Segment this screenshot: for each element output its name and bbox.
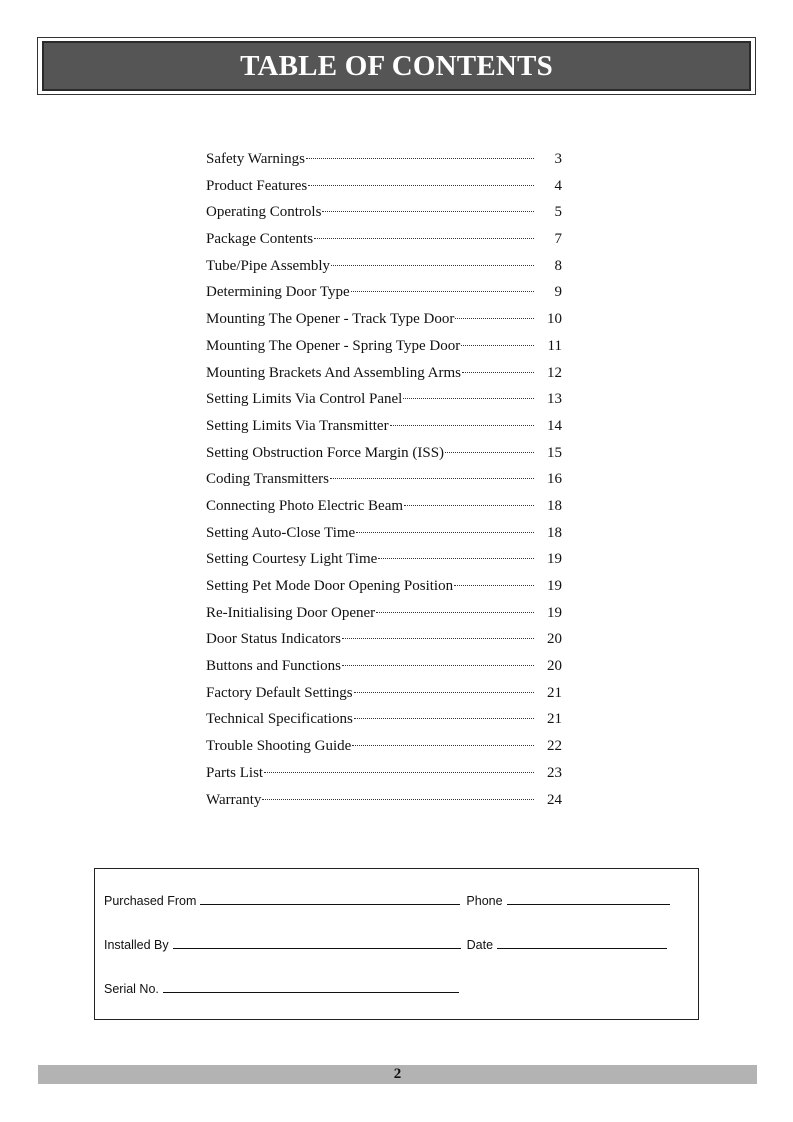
toc-entry-label: Buttons and Functions [206,658,342,675]
installed-by-row [104,936,667,952]
page-title: TABLE OF CONTENTS [240,50,553,82]
toc-entry[interactable] [206,600,562,627]
toc-entry-page: 8 [554,257,562,274]
toc-entry[interactable] [206,520,562,547]
toc-dot-leader [308,185,534,186]
toc-entry-page: 10 [547,311,562,328]
toc-entry-label: Setting Courtesy Light Time [206,551,378,568]
serial-no-field[interactable] [163,980,459,993]
toc-dot-leader [455,318,534,319]
toc-entry[interactable] [206,226,562,253]
toc-dot-leader [403,398,534,399]
toc-entry-page: 24 [547,791,562,808]
toc-entry[interactable] [206,626,562,653]
toc-entry-page: 21 [547,684,562,701]
toc-entry[interactable] [206,573,562,600]
toc-entry[interactable] [206,546,562,573]
page-number: 2 [393,1066,402,1082]
toc-entry[interactable] [206,413,562,440]
toc-dot-leader [390,425,534,426]
toc-entry-label: Door Status Indicators [206,631,341,648]
toc-entry-page: 3 [554,151,562,167]
toc-entry[interactable] [206,146,562,173]
toc-entry-label: Determining Door Type [206,284,350,301]
toc-entry[interactable] [206,760,562,787]
toc-entry-label: Technical Specifications [206,711,353,728]
toc-entry-page: 18 [547,524,562,541]
toc-entry[interactable] [206,787,562,814]
toc-dot-leader [342,665,534,666]
toc-entry-page: 7 [554,231,562,248]
toc-dot-leader [314,238,534,239]
toc-entry-page: 19 [547,551,562,568]
toc-entry[interactable] [206,440,562,467]
toc-entry-page: 11 [547,337,562,354]
toc-dot-leader [352,745,534,746]
toc-entry-label: Re-Initialising Door Opener [206,604,376,621]
toc-entry[interactable] [206,680,562,707]
title-banner-inner [42,41,751,91]
toc-entry[interactable] [206,733,562,760]
toc-dot-leader [462,372,534,373]
toc-entry-page: 9 [554,284,562,301]
toc-entry-page: 19 [547,604,562,621]
toc-entry[interactable] [206,306,562,333]
toc-entry[interactable] [206,279,562,306]
footer-bar [38,1065,757,1084]
toc-entry-label: Coding Transmitters [206,471,329,488]
toc-entry[interactable] [206,493,562,520]
toc-entry[interactable] [206,199,562,226]
purchased-from-label: Purchased From [104,894,197,908]
toc-entry-label: Setting Auto-Close Time [206,524,356,541]
toc-dot-leader [330,478,534,479]
toc-dot-leader [378,558,534,559]
toc-entry-label: Setting Limits Via Control Panel [206,391,403,408]
toc-entry-page: 14 [547,417,562,434]
toc-dot-leader [356,532,534,533]
toc-entry-page: 15 [547,444,562,461]
toc-entry-label: Setting Obstruction Force Margin (ISS) [206,444,445,461]
toc-entry-page: 23 [547,764,562,781]
toc-entry-label: Trouble Shooting Guide [206,738,352,755]
toc-entry-label: Product Features [206,177,308,194]
toc-entry-label: Setting Pet Mode Door Opening Position [206,578,454,594]
toc-entry[interactable] [206,653,562,680]
toc-entry[interactable] [206,253,562,280]
toc-dot-leader [445,452,534,453]
toc-dot-leader [461,345,534,346]
toc-entry-label: Mounting The Opener - Track Type Door [206,311,455,328]
toc-dot-leader [306,158,534,159]
toc-entry-page: 16 [547,471,562,488]
toc-entry-label: Mounting The Opener - Spring Type Door [206,337,461,354]
toc-entry[interactable] [206,333,562,360]
toc-entry-page: 13 [547,391,562,408]
toc-entry-label: Operating Controls [206,204,322,221]
toc-entry-page: 21 [547,711,562,728]
toc-entry-label: Mounting Brackets And Assembling Arms [206,364,461,381]
serial-no-row [104,980,459,996]
phone-label: Phone [466,894,503,908]
title-banner [37,37,756,95]
toc-entry-page: 19 [547,578,562,594]
toc-entry-page: 20 [547,658,562,675]
toc-entry-page: 12 [547,364,562,381]
toc-entry[interactable] [206,386,562,413]
toc-entry-label: Package Contents [206,231,314,248]
toc-entry-page: 18 [547,497,562,514]
toc-dot-leader [264,772,534,773]
toc-entry-label: Parts List [206,764,264,781]
purchased-from-row [104,892,670,908]
toc-dot-leader [342,638,534,639]
date-label: Date [466,938,494,952]
toc-entry-page: 20 [547,631,562,648]
serial-no-label: Serial No. [104,982,159,996]
toc-entry-label: Setting Limits Via Transmitter [206,417,389,434]
toc-dot-leader [351,291,534,292]
toc-dot-leader [331,265,534,266]
toc-entry-page: 4 [554,177,562,194]
phone-field[interactable] [507,892,670,905]
toc-entry[interactable] [206,466,562,493]
toc-dot-leader [404,505,534,506]
installed-by-field[interactable] [173,936,461,949]
installed-by-label: Installed By [104,938,169,952]
toc-entry[interactable] [206,173,562,200]
toc-entry[interactable] [206,706,562,733]
date-field[interactable] [497,936,667,949]
toc-dot-leader [454,585,534,586]
table-of-contents [206,146,562,813]
toc-entry[interactable] [206,360,562,387]
toc-entry-page: 5 [554,204,562,221]
purchased-from-field[interactable] [200,892,460,905]
toc-entry-label: Factory Default Settings [206,684,353,701]
toc-entry-label: Safety Warnings [206,151,305,167]
toc-entry-page: 22 [547,738,562,755]
toc-dot-leader [262,799,534,800]
toc-dot-leader [354,692,534,693]
toc-entry-label: Warranty [206,791,262,808]
toc-entry-label: Connecting Photo Electric Beam [206,497,404,514]
purchase-record-box [94,868,699,1020]
toc-dot-leader [322,211,534,212]
toc-dot-leader [376,612,534,613]
toc-dot-leader [354,718,534,719]
toc-entry-label: Tube/Pipe Assembly [206,257,331,274]
